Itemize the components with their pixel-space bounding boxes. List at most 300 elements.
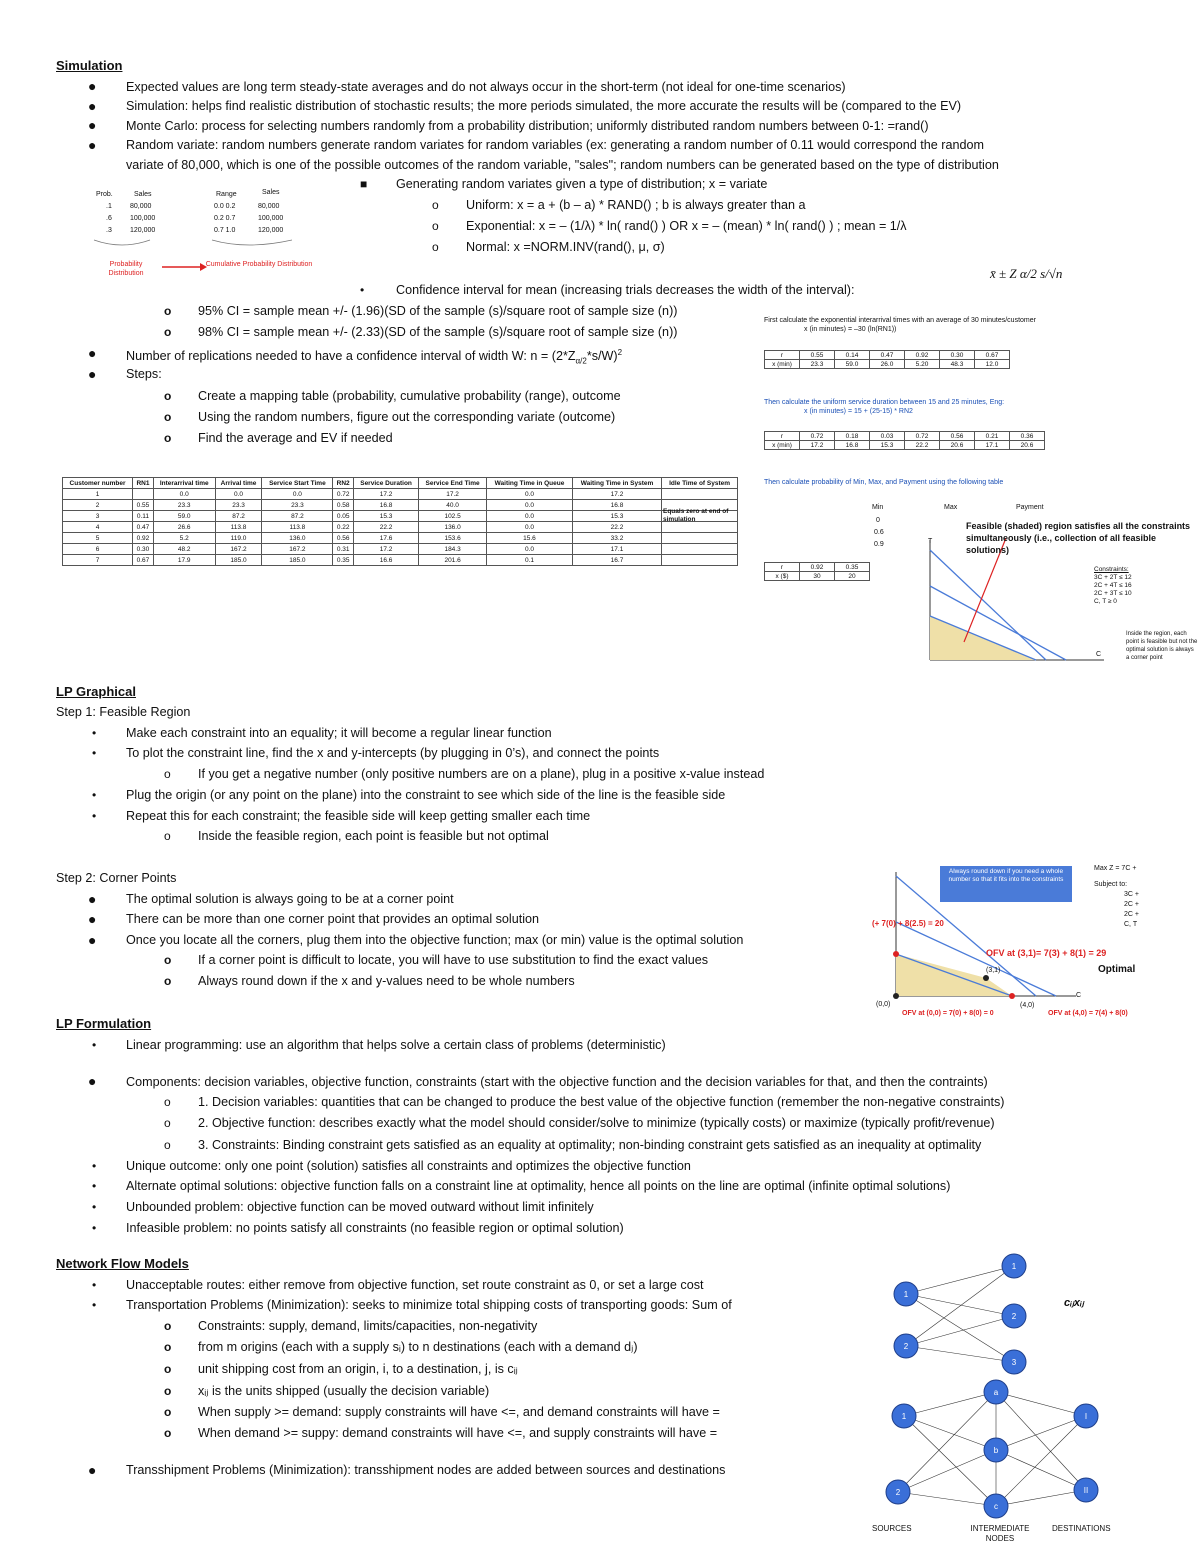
table-cell	[662, 533, 738, 544]
table-cell: 136.0	[419, 522, 487, 533]
simulation-heading: Simulation	[56, 58, 123, 73]
table-cell: 17.2	[419, 489, 487, 500]
table-cell: 12.0	[975, 360, 1010, 369]
sales-value: 120,000	[130, 227, 156, 234]
list-item: xᵢⱼ is the units shipped (usually the decision variable)	[198, 1384, 490, 1398]
constraint: C, T ≥ 0	[1094, 598, 1117, 605]
bullet-icon: •	[92, 1038, 97, 1052]
list-item: To plot the constraint line, find the x and y-intercepts (by plugging in 0’s), and connect the points	[126, 746, 660, 760]
table-row	[63, 511, 738, 522]
col-header: Service Start Time	[262, 478, 333, 489]
svg-text:3: 3	[1011, 1358, 1017, 1367]
ofv-left: (+ 7(0) + 8(2.5) = 20	[872, 919, 944, 928]
list-item: from m origins (each with a supply sᵢ) to n destinations (each with a demand dⱼ)	[198, 1340, 638, 1354]
constraint: 2C + 3T ≤ 10	[1094, 590, 1132, 597]
table-cell: 17.6	[354, 533, 419, 544]
list-item: There can be more than one corner point that provides an optimal solution	[126, 912, 540, 926]
intermediate-label: INTERMEDIATE NODES	[970, 1524, 1030, 1543]
queue-table	[62, 477, 738, 566]
network-heading: Network Flow Models	[56, 1256, 189, 1271]
col-header: Waiting Time in System	[572, 478, 661, 489]
table-cell: 0.18	[835, 432, 870, 441]
col-header: Waiting Time in Queue	[487, 478, 573, 489]
interarrival-table	[764, 350, 1010, 369]
bullet-icon: o	[164, 1319, 172, 1333]
row-label: x (min)	[765, 360, 800, 369]
list-item: Unique outcome: only one point (solution) satisfies all constraints and optimizes the objective function	[126, 1159, 691, 1173]
table-cell: 22.2	[354, 522, 419, 533]
table-cell: 3	[63, 511, 133, 522]
confidence-item: Confidence interval for mean (increasing trials decreases the width of the interval):	[396, 283, 855, 297]
prob-value: .3	[106, 227, 112, 234]
table-cell: 20.6	[1010, 441, 1045, 450]
table-cell: 136.0	[262, 533, 333, 544]
step2-label: Step 2: Corner Points	[56, 871, 177, 885]
step-item: Find the average and EV if needed	[198, 431, 393, 445]
table-cell: 0.92	[800, 563, 835, 572]
prob-value: .1	[106, 203, 112, 210]
constraints-box	[1094, 566, 1164, 606]
list-item: Monte Carlo: process for selecting numbers randomly from a probability distribution; uniformly distributed random numbers between 0-1: =rand()	[126, 119, 929, 133]
sales-value: 80,000	[258, 203, 280, 210]
svg-text:1: 1	[901, 1412, 907, 1421]
table-cell	[662, 489, 738, 500]
table-cell: 0.56	[333, 533, 354, 544]
table-row	[63, 522, 738, 533]
mini-val: 0.6	[874, 529, 884, 536]
mini-val: 0.9	[874, 541, 884, 548]
table-cell: 0.30	[940, 351, 975, 360]
bullet-icon: o	[164, 410, 172, 424]
constraint: 3C +	[1124, 891, 1139, 898]
svg-text:2: 2	[903, 1342, 909, 1351]
list-item: 3. Constraints: Binding constraint gets satisfied as an equality at optimality; non-binding constraint gets satisfied as an inequality at optimality	[198, 1138, 982, 1152]
uniform-item: Uniform: x = a + (b – a) * RAND() ; b is always greater than a	[466, 198, 806, 212]
table-cell: 2	[63, 500, 133, 511]
bullet-icon: ●	[88, 366, 97, 382]
replications-item: Number of replications needed to have a confidence interval of width W: $n = (2*Z_{\alpha/2}*s/W)^2$	[126, 348, 623, 366]
bullet-icon: ●	[88, 78, 97, 94]
list-item: Inside the feasible region, each point is feasible but not optimal	[198, 829, 549, 843]
bullet-icon: •	[92, 788, 97, 802]
generating-item: Generating random variates given a type of distribution; x = variate	[396, 177, 768, 191]
table-cell: 17.9	[153, 555, 215, 566]
bullet-icon: ●	[88, 1462, 97, 1478]
step-item: Using the random numbers, figure out the corresponding variate (outcome)	[198, 410, 616, 424]
table-cell: 87.2	[262, 511, 333, 522]
mini-head-max: Max	[944, 504, 958, 511]
table-cell: 0.14	[835, 351, 870, 360]
table-cell: 119.0	[215, 533, 262, 544]
steps-label: Steps:	[126, 367, 162, 381]
list-item: 2. Objective function: describes exactly what the model should consider/solve to minimize (typically costs) or maximize (typically profit/revenue)	[198, 1116, 995, 1130]
table-cell: 167.2	[262, 544, 333, 555]
bullet-icon: o	[432, 240, 439, 254]
service-table	[764, 431, 1045, 450]
table-header-row	[63, 478, 738, 489]
table-cell: 16.8	[572, 500, 661, 511]
constraint: 2C + 4T ≤ 16	[1094, 582, 1132, 589]
caption: x (in minutes) = –30 (ln(RN1))	[804, 326, 897, 333]
ofv-00: OFV at (0,0) = 7(0) + 8(0) = 0	[902, 1010, 994, 1017]
list-item: Infeasible problem: no points satisfy all constraints (no feasible region or optimal solution)	[126, 1221, 624, 1235]
list-item: Always round down if the x and y-values need to be whole numbers	[198, 974, 575, 988]
svg-text:1: 1	[903, 1290, 909, 1299]
list-item: Unacceptable routes: either remove from objective function, set route constraint as 0, or set a large cost	[126, 1278, 704, 1292]
lp-formulation-heading: LP Formulation	[56, 1016, 152, 1031]
col-header: Service End Time	[419, 478, 487, 489]
bullet-icon: •	[92, 1278, 97, 1292]
origin-label: (0,0)	[876, 1001, 891, 1008]
table-cell: 16.7	[572, 555, 661, 566]
list-item: unit shipping cost from an origin, i, to a destination, j, is cᵢⱼ	[198, 1362, 518, 1376]
table-cell: 113.8	[215, 522, 262, 533]
table-cell: 40.0	[419, 500, 487, 511]
table-cell: 167.2	[215, 544, 262, 555]
col-header: Arrival time	[215, 478, 262, 489]
probability-distribution-label: Probability Distribution	[108, 261, 144, 277]
constraints-title: Constraints:	[1094, 566, 1129, 573]
constraint: 2C +	[1124, 911, 1139, 918]
axis-y-label: T	[928, 538, 933, 545]
list-item: If you get a negative number (only positive numbers are on a plane), plug in a positive x-value instead	[198, 767, 765, 781]
table-cell: 16.6	[354, 555, 419, 566]
round-down-callout: Always round down if you need a whole number so that it fits into the constraints	[940, 866, 1072, 902]
constraint: 2C +	[1124, 901, 1139, 908]
bullet-icon: o	[164, 767, 171, 781]
svg-text:2: 2	[1011, 1312, 1017, 1321]
list-item: Once you locate all the corners, plug them into the objective function; max (or min) value is the optimal solution	[126, 933, 744, 947]
table-cell: 5	[63, 533, 133, 544]
side-note: Inside the region, each point is feasible but not the optimal solution is always a corner point	[1126, 631, 1198, 661]
table-cell: 184.3	[419, 544, 487, 555]
list-item: Constraints: supply, demand, limits/capacities, non-negativity	[198, 1319, 538, 1333]
list-item: Unbounded problem: objective function can be moved outward without limit infinitely	[126, 1200, 594, 1214]
bullet-icon: •	[92, 746, 97, 760]
svg-text:1: 1	[1011, 1262, 1017, 1271]
list-item: Expected values are long term steady-state averages and do not always occur in the short-term (not ideal for one-time scenarios)	[126, 80, 846, 94]
table-row	[63, 555, 738, 566]
list-item: The optimal solution is always going to be at a corner point	[126, 892, 454, 906]
list-item: Components: decision variables, objective function, constraints (start with the objective function and the decision variables for that, and then the contraints)	[126, 1075, 988, 1089]
table-row	[63, 544, 738, 555]
point-31: (3,1)	[986, 967, 1001, 974]
ofv-31: OFV at (3,1)= 7(3) + 8(1) = 29	[986, 948, 1107, 958]
table-cell: 15.3	[354, 511, 419, 522]
col-header: RN1	[133, 478, 154, 489]
ofv-40: OFV at (4,0) = 7(4) + 8(0)	[1048, 1010, 1128, 1017]
list-item: variate of 80,000, which is one of the possible outcomes of the random variable, "sales"; random numbers can be generated based on the type of distribution	[126, 158, 999, 172]
table-cell: 87.2	[215, 511, 262, 522]
table-cell: 59.0	[835, 360, 870, 369]
bullet-icon: o	[164, 1138, 171, 1152]
replications-text: Number of replications needed to have a confidence interval of width W: n = (2*Z	[126, 349, 576, 364]
table-cell: 153.6	[419, 533, 487, 544]
table-cell: 0.67	[975, 351, 1010, 360]
caption: Then calculate the uniform service duration between 15 and 25 minutes, Eng:	[764, 399, 1005, 406]
max-box	[1094, 864, 1174, 930]
bullet-icon: •	[92, 726, 97, 740]
payment-caption: Then calculate probability of Min, Max, and Payment using the following table	[764, 479, 1004, 486]
point-40: (4,0)	[1020, 1002, 1035, 1009]
list-item: Alternate optimal solutions: objective function falls on a constraint line at optimality, hence all points on the line are optimal (infinite optimal solutions)	[126, 1179, 951, 1193]
table-cell: 0.0	[153, 489, 215, 500]
bullet-icon: ●	[88, 137, 97, 153]
table-cell: 4	[63, 522, 133, 533]
table-cell: 23.3	[800, 360, 835, 369]
table-cell: 0.0	[262, 489, 333, 500]
bullet-icon: ●	[88, 345, 97, 361]
replications-tail: *s/W)	[586, 349, 618, 364]
bullet-icon: o	[432, 219, 439, 233]
range-header: Range	[216, 191, 237, 198]
list-item: Transshipment Problems (Minimization): transshipment nodes are added between sources and destinations	[126, 1463, 726, 1477]
table-cell: 17.2	[354, 544, 419, 555]
col-header: Idle Time of System	[662, 478, 738, 489]
table-cell: 17.2	[800, 441, 835, 450]
sales-value: 120,000	[258, 227, 284, 234]
table-cell: 0.35	[835, 563, 870, 572]
col-header: Customer number	[63, 478, 133, 489]
list-item: Plug the origin (or any point on the plane) into the constraint to see which side of the line is the feasible side	[126, 788, 726, 802]
table-cell	[133, 489, 154, 500]
table-cell: 20	[835, 572, 870, 581]
table-cell	[662, 555, 738, 566]
bullet-icon: o	[164, 325, 172, 339]
list-item: Random variate: random numbers generate random variates for random variables (ex: generating a random number of 0.11 would correspond the random	[126, 138, 985, 152]
table-cell: 20.6	[940, 441, 975, 450]
bullet-icon: o	[164, 974, 172, 988]
table-cell: 0.47	[133, 522, 154, 533]
table-cell: 185.0	[262, 555, 333, 566]
list-item: Linear programming: use an algorithm that helps solve a certain class of problems (deterministic)	[126, 1038, 666, 1052]
table-cell: 26.6	[153, 522, 215, 533]
ci98-item: 98% CI = sample mean +/- (2.33)(SD of the sample (s)/square root of sample size (n))	[198, 325, 678, 339]
list-item: If a corner point is difficult to locate, you will have to use substitution to find the exact values	[198, 953, 709, 967]
bullet-icon: •	[92, 1200, 97, 1214]
bullet-icon: o	[164, 829, 171, 843]
bullet-icon: o	[164, 1405, 172, 1419]
bullet-icon: •	[92, 1179, 97, 1193]
table-cell: 22.2	[905, 441, 940, 450]
bullet-icon: •	[360, 283, 365, 297]
ci-formula: x̄ ± Z α/2 s/√n	[990, 266, 1063, 281]
arrow-right-icon	[162, 262, 208, 272]
list-item: When demand >= suppy: demand constraints will have <=, and supply constraints will have =	[198, 1426, 718, 1440]
table-cell: 16.8	[835, 441, 870, 450]
table-cell: 5.2	[153, 533, 215, 544]
table-cell: 7	[63, 555, 133, 566]
bullet-icon: o	[164, 304, 172, 318]
svg-text:a: a	[993, 1388, 999, 1397]
bullet-icon: ●	[88, 1073, 97, 1089]
table-cell: 30	[800, 572, 835, 581]
table-cell: 16.8	[354, 500, 419, 511]
table-cell: 0.72	[800, 432, 835, 441]
mini-head-payment: Payment	[1016, 504, 1044, 511]
bullet-icon: o	[164, 953, 172, 967]
table-cell: 0.72	[905, 432, 940, 441]
list-item: Transportation Problems (Minimization): seeks to minimize total shipping costs of transporting goods: Sum of	[126, 1298, 732, 1312]
network-diagram	[870, 1246, 1170, 1546]
service-caption	[764, 398, 1094, 416]
table-cell: 6	[63, 544, 133, 555]
list-item: When supply >= demand: supply constraints will have <=, and demand constraints will have =	[198, 1405, 720, 1419]
table-row	[63, 533, 738, 544]
bullet-icon: •	[92, 809, 97, 823]
table-cell: 23.3	[262, 500, 333, 511]
optimal-label: Optimal	[1098, 964, 1136, 975]
table-cell: 0.22	[333, 522, 354, 533]
table-cell: 185.0	[215, 555, 262, 566]
row-label: x (min)	[765, 441, 800, 450]
sources-label: SOURCES	[872, 1524, 912, 1533]
constraint: C, T	[1124, 921, 1138, 928]
table-cell: 0.56	[940, 432, 975, 441]
table-cell: 0.05	[333, 511, 354, 522]
table-cell: 0.0	[487, 522, 573, 533]
table-cell: 0.11	[133, 511, 154, 522]
sales2-header: Sales	[262, 189, 280, 196]
prob-header: Prob.	[96, 191, 113, 198]
list-item: 1. Decision variables: quantities that can be changed to produce the best value of the objective function (remember the non-negative constraints)	[198, 1095, 1005, 1109]
table-cell: 201.6	[419, 555, 487, 566]
lp-graphical-heading: LP Graphical	[56, 684, 136, 699]
table-cell: 23.3	[153, 500, 215, 511]
table-cell: 0.0	[487, 489, 573, 500]
row-label: r	[765, 563, 800, 572]
table-cell: 0.67	[133, 555, 154, 566]
table-cell: 0.36	[1010, 432, 1045, 441]
table-cell: 22.2	[572, 522, 661, 533]
table-cell: 0.0	[215, 489, 262, 500]
table-cell: 0.30	[133, 544, 154, 555]
normal-item: Normal: x =NORM.INV(rand(), μ, σ)	[466, 240, 665, 254]
caption: x (in minutes) = 15 + (25-15) * RN2	[804, 408, 913, 415]
step1-label: Step 1: Feasible Region	[56, 705, 191, 719]
list-item: Simulation: helps find realistic distribution of stochastic results; the more periods simulated, the more accurate the results will be (compared to the EV)	[126, 99, 962, 113]
exponential-item: Exponential: x = – (1/λ) * ln( rand() ) OR x = – (mean) * ln( rand() ) ; mean = 1/λ	[466, 219, 907, 233]
table-cell: 23.3	[215, 500, 262, 511]
mini-val: 0	[876, 517, 880, 524]
table-cell: 17.2	[572, 489, 661, 500]
exponential-caption	[764, 316, 1094, 334]
table-cell: 0.35	[333, 555, 354, 566]
bullet-icon: ●	[88, 98, 97, 114]
table-cell: 5.20	[905, 360, 940, 369]
svg-text:b: b	[993, 1446, 999, 1455]
payment-table	[764, 562, 870, 581]
bullet-icon: ■	[360, 177, 368, 191]
axis-x-label: C	[1076, 992, 1082, 999]
table-row	[63, 500, 738, 511]
svg-text:c: c	[994, 1502, 998, 1511]
bullet-icon: o	[164, 1426, 172, 1440]
table-cell: 17.1	[975, 441, 1010, 450]
sales-value: 80,000	[130, 203, 152, 210]
table-cell: 59.0	[153, 511, 215, 522]
col-header: RN2	[333, 478, 354, 489]
table-cell: 113.8	[262, 522, 333, 533]
distribution-tables	[92, 190, 322, 290]
bullet-icon: ●	[88, 117, 97, 133]
bullet-icon: •	[92, 1221, 97, 1235]
table-cell: 48.2	[153, 544, 215, 555]
table-row	[63, 489, 738, 500]
mini-head-min: Min	[872, 504, 884, 511]
subject-text: Subject to:	[1094, 881, 1128, 888]
constraint: 3C + 2T ≤ 12	[1094, 574, 1132, 581]
prob-value: .6	[106, 215, 112, 222]
table-cell: 15.3	[572, 511, 661, 522]
cumulative-distribution-label: Cumulative Probability Distribution	[205, 261, 313, 268]
feasible-annotation: Feasible (shaded) region satisfies all the constraints simultaneously (i.e., collection of all feasible solutions)	[966, 521, 1191, 555]
idle-note: Equals zero at end of simulation	[663, 508, 729, 523]
sales-value: 100,000	[130, 215, 156, 222]
table-cell: 0.0	[487, 511, 573, 522]
table-cell: 0.21	[975, 432, 1010, 441]
cx-label: cᵢⱼxᵢⱼ	[1064, 1297, 1084, 1309]
svg-text:II: II	[1083, 1486, 1089, 1495]
bullet-icon: o	[164, 1340, 172, 1354]
bullet-icon: ●	[88, 932, 97, 948]
bullet-icon: o	[164, 431, 172, 445]
table-cell	[662, 544, 738, 555]
table-cell: 33.2	[572, 533, 661, 544]
step-item: Create a mapping table (probability, cumulative probability (range), outcome	[198, 389, 621, 403]
sales-value: 100,000	[258, 215, 284, 222]
row-label: x ($)	[765, 572, 800, 581]
row-label: r	[765, 351, 800, 360]
ci95-item: 95% CI = sample mean +/- (1.96)(SD of the sample (s)/square root of sample size (n))	[198, 304, 678, 318]
table-cell: 0.1	[487, 555, 573, 566]
table-cell: 0.92	[905, 351, 940, 360]
bullet-icon: o	[164, 389, 172, 403]
list-item: Repeat this for each constraint; the feasible side will keep getting smaller each time	[126, 809, 591, 823]
table-cell: 26.0	[870, 360, 905, 369]
table-cell: 17.2	[354, 489, 419, 500]
table-cell: 0.55	[133, 500, 154, 511]
range-value: 0.0 0.2	[214, 203, 236, 210]
table-cell: 15.6	[487, 533, 573, 544]
range-value: 0.2 0.7	[214, 215, 236, 222]
caption: First calculate the exponential interarrival times with an average of 30 minutes/customer	[764, 317, 1036, 324]
table-cell: 15.3	[870, 441, 905, 450]
table-cell: 0.92	[133, 533, 154, 544]
bullet-icon: o	[164, 1384, 172, 1398]
bullet-icon: •	[92, 1298, 97, 1312]
col-header: Service Duration	[354, 478, 419, 489]
range-value: 0.7 1.0	[214, 227, 236, 234]
table-cell: 102.5	[419, 511, 487, 522]
table-cell: 48.3	[940, 360, 975, 369]
bullet-icon: ●	[88, 911, 97, 927]
table-cell: 17.1	[572, 544, 661, 555]
bullet-icon: o	[432, 198, 439, 212]
table-cell: 0.03	[870, 432, 905, 441]
table-cell: 0.55	[800, 351, 835, 360]
bullet-icon: ●	[88, 891, 97, 907]
col-header: Interarrival time	[153, 478, 215, 489]
axis-x-label: C	[1096, 651, 1102, 658]
svg-text:2: 2	[895, 1488, 901, 1497]
bullet-icon: o	[164, 1116, 171, 1130]
table-cell: 0.0	[487, 500, 573, 511]
bullet-icon: •	[92, 1159, 97, 1173]
table-cell: 0.72	[333, 489, 354, 500]
sales-header: Sales	[134, 191, 152, 198]
table-cell: 0.58	[333, 500, 354, 511]
